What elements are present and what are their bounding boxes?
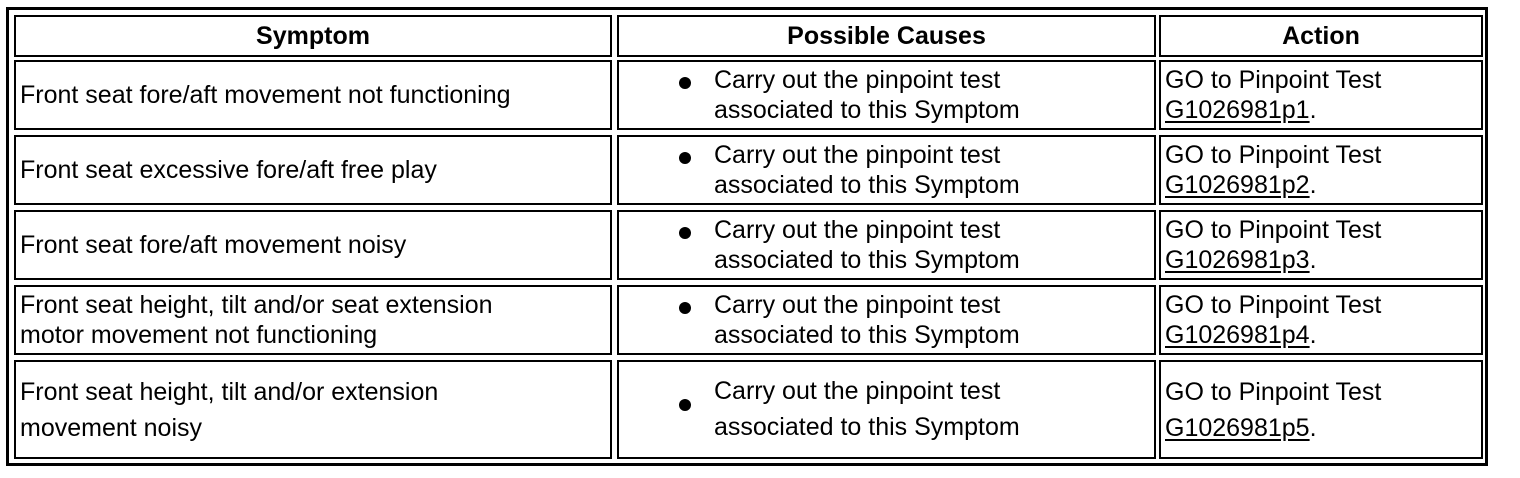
- table-row-4-causes: [617, 285, 1156, 355]
- cause-line: associated to this Symptom: [714, 413, 1020, 441]
- cause-line: associated to this Symptom: [714, 246, 1020, 274]
- symptom-chart-table: [6, 7, 1488, 466]
- table-row-4-action: [1159, 285, 1483, 355]
- cause-line: Carry out the pinpoint test: [714, 66, 1001, 94]
- table-row-3-causes: [617, 210, 1156, 280]
- pinpoint-test-link-p2[interactable]: G1026981p2: [1165, 171, 1310, 199]
- action-text: GO to Pinpoint Test: [1165, 141, 1382, 169]
- cause-line: associated to this Symptom: [714, 321, 1020, 349]
- bullet-icon: [679, 77, 691, 89]
- table-row-4-symptom: [14, 285, 612, 355]
- cause-line: Carry out the pinpoint test: [714, 216, 1001, 244]
- cause-line: associated to this Symptom: [714, 171, 1020, 199]
- symptom-text: Front seat fore/aft movement not functioning: [20, 81, 511, 109]
- table-row-3-action: [1159, 210, 1483, 280]
- bullet-icon: [679, 227, 691, 239]
- cause-text: [714, 140, 1148, 200]
- action-suffix: .: [1309, 246, 1317, 274]
- action-suffix: .: [1309, 96, 1317, 124]
- cause-line: Carry out the pinpoint test: [714, 377, 1001, 405]
- pinpoint-test-link-p3[interactable]: G1026981p3: [1165, 246, 1310, 274]
- action-text: GO to Pinpoint Test: [1165, 377, 1382, 406]
- cause-text: [714, 65, 1148, 125]
- cause-line: associated to this Symptom: [714, 96, 1020, 124]
- header-possible-causes-label: Possible Causes: [787, 22, 986, 50]
- bullet-icon: [679, 302, 691, 314]
- bullet-icon: [679, 399, 691, 411]
- cause-text: [714, 290, 1148, 350]
- table-row-2-symptom: [14, 135, 612, 205]
- symptom-text: [20, 290, 493, 350]
- cause-line: Carry out the pinpoint test: [714, 291, 1001, 319]
- table-row-2-causes: [617, 135, 1156, 205]
- header-possible-causes: [617, 15, 1156, 57]
- action-text: GO to Pinpoint Test: [1165, 66, 1382, 94]
- table-row-5-causes: [617, 360, 1156, 459]
- table-row-3-symptom: [14, 210, 612, 280]
- action-suffix: .: [1309, 171, 1317, 199]
- action-suffix: .: [1309, 321, 1317, 349]
- symptom-line: Front seat height, tilt and/or extension: [20, 377, 439, 406]
- bullet-icon: [679, 152, 691, 164]
- table-row-5-action: [1159, 360, 1483, 459]
- cause-text: [714, 373, 1148, 445]
- header-symptom: [14, 15, 612, 57]
- pinpoint-test-link-p1[interactable]: G1026981p1: [1165, 96, 1310, 124]
- table-row-1-causes: [617, 60, 1156, 130]
- pinpoint-test-link-p4[interactable]: G1026981p4: [1165, 321, 1310, 349]
- cause-text: [714, 215, 1148, 275]
- symptom-text: [20, 374, 438, 446]
- symptom-line: motor movement not functioning: [20, 321, 378, 349]
- action-text: GO to Pinpoint Test: [1165, 216, 1382, 244]
- table-row-1-action: [1159, 60, 1483, 130]
- action-text: GO to Pinpoint Test: [1165, 291, 1382, 319]
- cause-line: Carry out the pinpoint test: [714, 141, 1001, 169]
- table-row-5-symptom: [14, 360, 612, 459]
- table-row-2-action: [1159, 135, 1483, 205]
- table-row-1-symptom: [14, 60, 612, 130]
- symptom-line: movement noisy: [20, 413, 203, 442]
- symptom-text: Front seat fore/aft movement noisy: [20, 231, 407, 259]
- action-suffix: .: [1309, 413, 1317, 442]
- symptom-text: Front seat excessive fore/aft free play: [20, 156, 437, 184]
- pinpoint-test-link-p5[interactable]: G1026981p5: [1165, 413, 1310, 442]
- header-action: [1159, 15, 1483, 57]
- header-action-label: Action: [1282, 22, 1360, 50]
- header-symptom-label: Symptom: [256, 22, 370, 50]
- symptom-line: Front seat height, tilt and/or seat extension: [20, 291, 493, 319]
